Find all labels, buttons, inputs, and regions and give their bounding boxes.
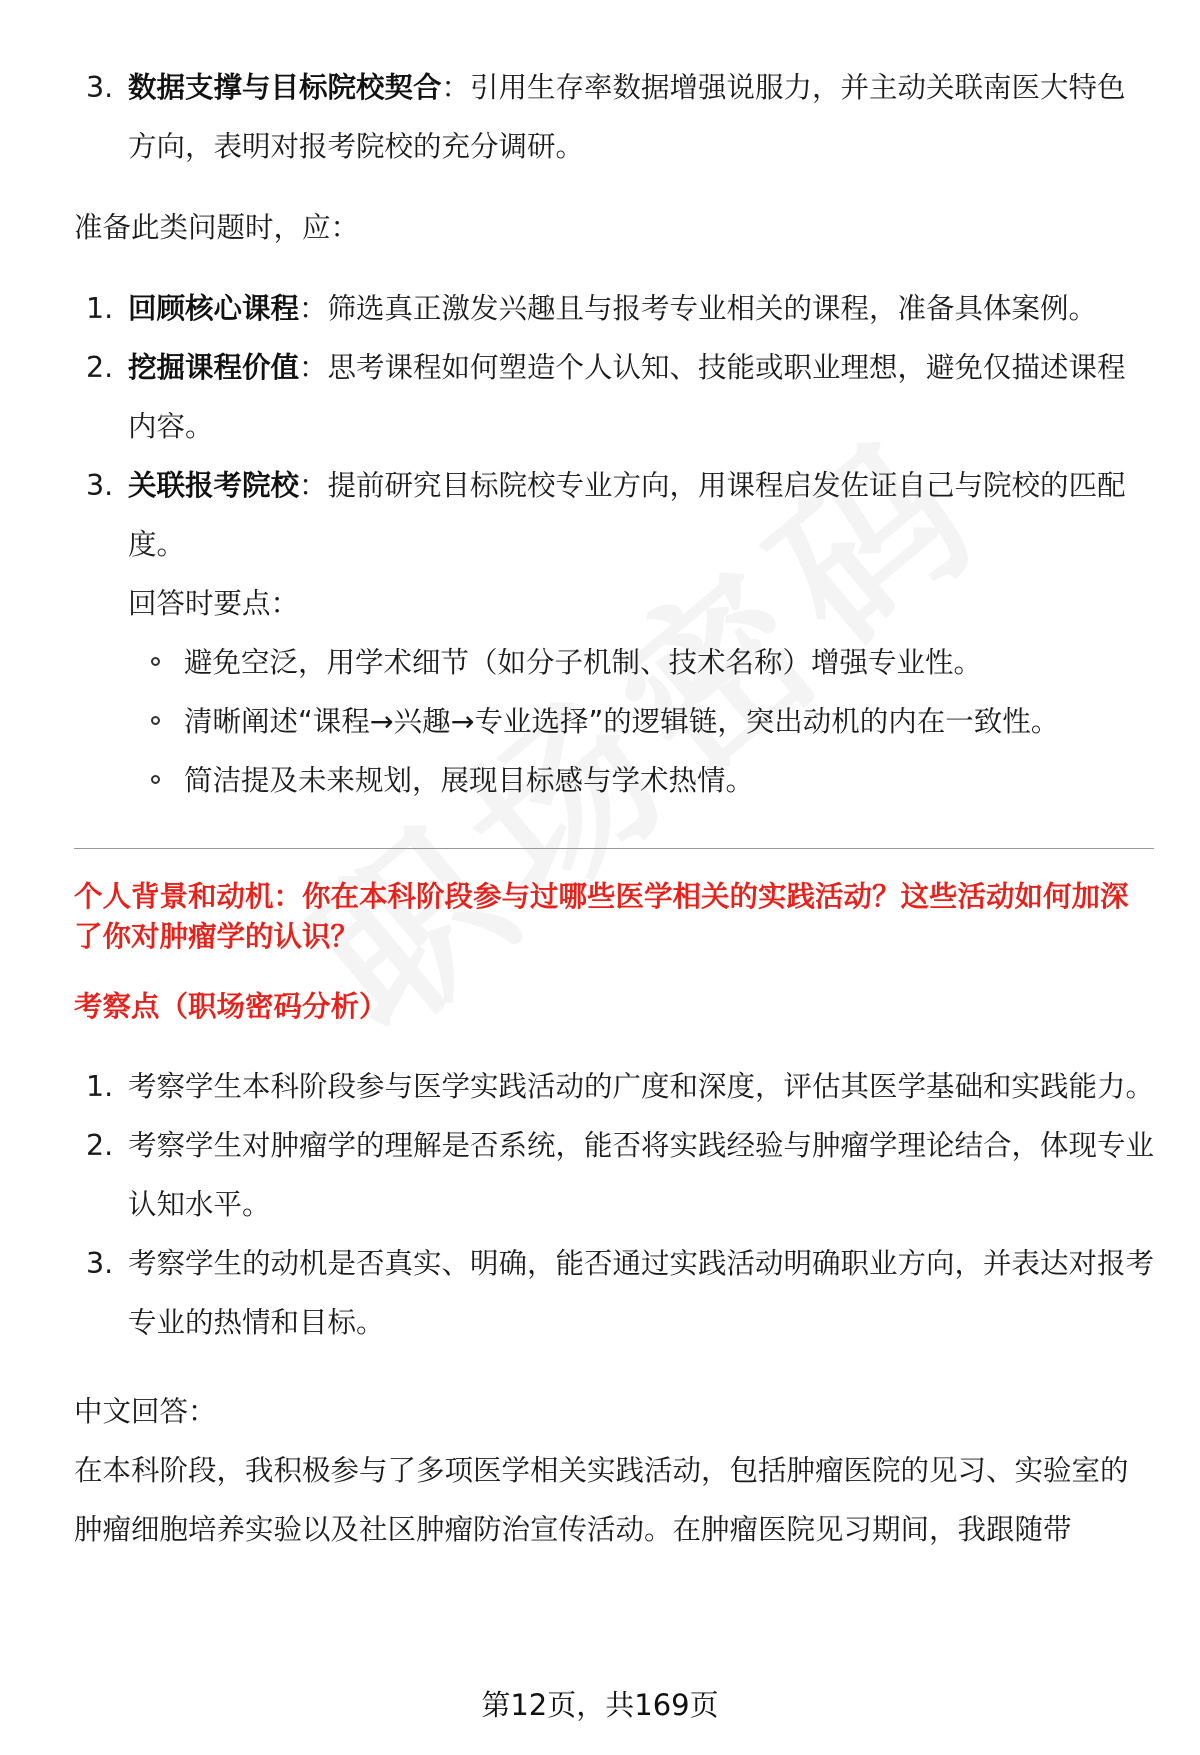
list-item <box>74 1234 1154 1352</box>
answer-points-list <box>74 633 1154 810</box>
question-heading: 个人背景和动机：你在本科阶段参与过哪些医学相关的实践活动？这些活动如何加深了你对肿瘤学的认识？ <box>74 880 1129 953</box>
bullet-item <box>128 692 1154 751</box>
list-item-text: ：筛选真正激发兴趣且与报考专业相关的课程，准备具体案例。 <box>299 292 1098 325</box>
top-list <box>74 58 1154 176</box>
list-number: 1. <box>86 1070 114 1103</box>
list-item-text: 考察学生本科阶段参与医学实践活动的广度和深度，评估其医学基础和实践能力。 <box>128 1070 1155 1103</box>
list-number: 3. <box>86 1247 114 1280</box>
cn-answer-text: 在本科阶段，我积极参与了多项医学相关实践活动，包括肿瘤医院的见习、实验室的肿瘤细胞培养实验以及社区肿瘤防治宣传活动。在肿瘤医院见习期间，我跟随带 <box>74 1454 1129 1546</box>
list-item-title: 回顾核心课程 <box>128 292 300 325</box>
list-number: 1. <box>86 292 114 325</box>
list-number: 2. <box>86 1129 114 1162</box>
list-item <box>74 456 1154 574</box>
list-item <box>74 58 1154 176</box>
list-item-text: ：思考课程如何塑造个人认知、技能或职业理想，避免仅描述课程内容。 <box>128 351 1126 443</box>
exam-heading: 考察点（职场密码分析） <box>74 990 388 1023</box>
answer-points-title: 回答时要点： <box>128 587 300 620</box>
list-item-text: 考察学生对肿瘤学的理解是否系统，能否将实践经验与肿瘤学理论结合，体现专业认知水平。 <box>128 1129 1155 1221</box>
bullet-text: 清晰阐述“课程→兴趣→专业选择”的逻辑链，突出动机的内在一致性。 <box>184 705 1060 738</box>
exam-list <box>74 1057 1154 1352</box>
circle-bullet-icon <box>151 657 160 666</box>
list-item-text: ：引用生存率数据增强说服力，并主动关联南医大特色方向，表明对报考院校的充分调研。 <box>128 71 1126 163</box>
divider <box>74 848 1154 849</box>
list-item <box>74 338 1154 456</box>
bullet-text: 避免空泛，用学术细节（如分子机制、技术名称）增强专业性。 <box>184 646 983 679</box>
prep-list <box>74 279 1154 574</box>
list-item-text: ：提前研究目标院校专业方向，用课程启发佐证自己与院校的匹配度。 <box>128 469 1126 561</box>
list-item <box>74 1057 1154 1116</box>
bullet-text: 简洁提及未来规划，展现目标感与学术热情。 <box>184 764 755 797</box>
list-item-title: 数据支撑与目标院校契合 <box>128 71 442 104</box>
list-item <box>74 279 1154 338</box>
bullet-item <box>128 751 1154 810</box>
list-item-title: 关联报考院校 <box>128 469 300 502</box>
list-number: 3. <box>86 71 114 104</box>
prep-intro: 准备此类问题时，应： <box>74 211 360 244</box>
bullet-item <box>128 633 1154 692</box>
circle-bullet-icon <box>151 716 160 725</box>
page-content <box>74 58 1154 1559</box>
list-number: 3. <box>86 469 114 502</box>
circle-bullet-icon <box>151 775 160 784</box>
list-number: 2. <box>86 351 114 384</box>
list-item <box>74 1116 1154 1234</box>
cn-answer-label: 中文回答： <box>74 1395 217 1428</box>
page-footer: 第12页，共169页 <box>481 1688 719 1722</box>
list-item-text: 考察学生的动机是否真实、明确，能否通过实践活动明确职业方向，并表达对报考专业的热情和目标。 <box>128 1247 1155 1339</box>
list-item-title: 挖掘课程价值 <box>128 351 300 384</box>
